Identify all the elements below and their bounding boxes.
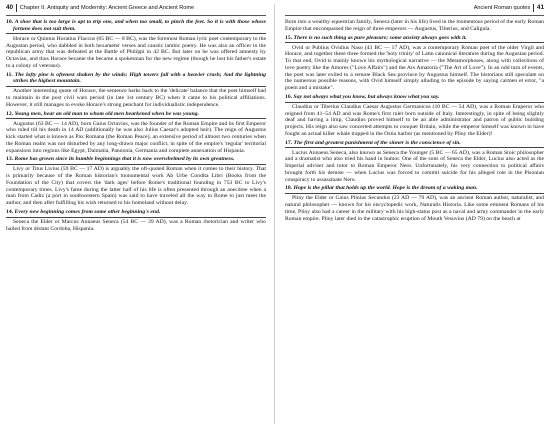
quote-text: Young men, hear an old man to whom old men hearkened when he was young.: [14, 110, 199, 117]
body-paragraph: Born into a wealthy equestrian family, Seneca (later in his life) lived in the momentous period of the early Roman Empire that encompassed the reign of three emperors — Augustus, Tiberius, and Caligula.: [285, 19, 544, 32]
quote-number: 14.: [6, 208, 14, 215]
quote-heading: [285, 185, 544, 194]
quote-number: 18.: [285, 185, 293, 192]
quote-text: There is no such thing as pure pleasure; some anxiety always goes with it.: [293, 34, 467, 41]
body-paragraph: Claudius or Tiberius Claudius Caesar Augustus Germanicus (10 BC — 54 AD), was a Roman Emperor who reigned from 41–54 AD and was Rome's first ruler born outside of Italy. Interestingly, in spite of being slightly deaf and having a limp, Claudius proved himself to be an able administrator and patron of public building projects. His reign also saw concerted attempts to conquer Britain, while the emperor himself was known to have fought an actual killer whale trapped in the Ostia harbor (as mentioned by Pliny the Elder)!: [285, 103, 544, 137]
body-paragraph: Another interesting quote of Horace, the sentence harks back to the 'delicate' balance that the poet himself had to maintain in the post civil wars period (in late 1st century BC) when it came to his political affiliations. However, it still manages to evoke Horace's strong penchant for individualistic independence.: [6, 88, 266, 108]
quote-text: Rome has grown since its humble beginnings that it is now overwhelmed by its own greatness.: [14, 156, 235, 163]
gutter-divider: [274, 4, 275, 424]
quote-heading: [6, 72, 266, 87]
page-number: 41: [536, 4, 544, 11]
quote-heading: [6, 111, 266, 120]
quote-number: 17.: [285, 139, 293, 146]
quote-heading: [6, 209, 266, 218]
quote-text: The first and greatest punishment of the sinner is the conscience of sin.: [293, 139, 461, 146]
quote-heading: [6, 156, 266, 165]
quote-heading: [285, 94, 544, 103]
quote-heading: [6, 19, 266, 34]
quote-number: 12.: [6, 110, 14, 117]
quote-number: 10.: [6, 19, 14, 25]
running-head-right: [285, 2, 544, 16]
body-paragraph: Augustus (63 BC — 14 AD), born Gaius Octavius, was the founder of the Roman Empire and its first Emperor who ruled till his death in 14 AD (additionally he was also Julius Caesar's adopted heir). The reign of Augustus kick started what is known as Pax Romana (the Roman Peace), an extensive period of almost two centuries when the Roman realm was not disturbed by any long-drawn major conflict, in spite of the empire's 'regular' territorial expansions into regions like Egypt, Dalmatia, Pannonia, Germania and complete annexation of Hispania.: [6, 120, 266, 154]
running-head-left: [6, 2, 266, 16]
quote-text: Say not always what you know, but always know what you say.: [293, 93, 440, 100]
left-page: [0, 0, 272, 427]
body-paragraph: Ovid or Publius Ovidius Naso (43 BC — 17 AD), was a contemporary Roman poet of the older Virgil and Horace, and together these three formed the 'holy trinity' of Latin canonical literature during the Augustan period. To that end, Ovid is mainly known his mythological narrative — the Metamorphoses, along with collections of love poetry like the Amores ("Love Affairs") and the Ars Amatoria ("The Art of Love"). In an odd turn of events, the poet was later exiled to a remote Black Sea province by Augustus himself. The historians still speculate on the numerous possible reasons, with Ovid himself simply alluding to the episode by saying carmen et error, "a poem and a mistake".: [285, 44, 544, 91]
chapter-title: Chapter II. Antiquity and Modernity: Ancient Greece and Ancient Rome: [19, 5, 195, 11]
body-paragraph: Livy or Titus Livius (59 BC — 17 AD) is arguably the oft-quoted Roman when it comes to their history. That is primarily because of the Roman historian's monumental work Ab Urbe Condita Libri (Books from the Foundation of the City) that covers the 'dark ages' before Rome's traditional founding in 753 BC to Livy's contemporary times. Livy's fame during the latter half of his life is often presented through an anecdote when a man from Cadiz (a port in southwestern Spain) was said to have traveled all the way to Rome to just meet the author, and then after fulfilling his wish returned to his homeland without delay.: [6, 166, 266, 206]
page-number: 40: [6, 4, 14, 11]
quote-heading: [285, 35, 544, 44]
quote-text: Every new beginning comes from some other beginning's end.: [14, 208, 161, 215]
body-paragraph: Seneca the Elder or Marcus Annaeus Seneca (54 BC — 39 AD), was a Roman rhetorician and writer who hailed from distant Cordoba, Hispania.: [6, 218, 266, 232]
right-page: [279, 0, 550, 427]
left-page-body: [6, 19, 266, 232]
body-paragraph: Horace or Quintus Horatius Flaccus (65 BC — 8 BC), was the foremost Roman lyric poet contemporary to the Augustan period, who dabbled in both hexameter verses and caustic iambic poetry. He was also an officer in the republican army that was defeated at the Battle of Philippi in 42 BC. But later on he was offered amnesty by Octavian, and thus Horace became the became a spokesman for the new regime (though he lost his father's estate to a colony of veterans).: [6, 35, 266, 69]
quote-text: A shoe that is too large is apt to trip one, and when too small, to pinch the feet. So it is with those whose fortune does not suit them.: [13, 19, 266, 32]
quote-heading: [285, 140, 544, 149]
quote-number: 15.: [285, 34, 293, 41]
quote-number: 16.: [285, 93, 293, 100]
quote-text: The lofty pine is oftenest shaken by the winds; High towers fall with a heavier crash; And the lightning strikes the highest mountain.: [13, 71, 266, 85]
section-title: Ancient Roman quotes: [473, 5, 531, 11]
quote-number: 11.: [6, 71, 13, 78]
right-page-body: [285, 19, 544, 222]
quote-text: Hope is the pillar that holds up the world. Hope is the dream of a waking man.: [293, 185, 478, 192]
body-paragraph: Pliny the Elder or Gaius Plinius Secundus (23 AD — 79 AD), was an ancient Roman author, naturalist, and natural philosopher — known for his encyclopedic work, Naturalis Historia. Like some eminent Romans of his time, Pliny also had a career in the military with his high-status post as a naval and army commander in the early Roman empire. Pliny later died in the catastrophic eruption of Mouth Vesuvius (AD 79) on the beach at: [285, 195, 544, 222]
body-paragraph: Lucius Annaeus Seneca, also known as Seneca the Younger (5 BC — 65 AD), was a Roman Stoic philosopher and a dramatist who also tried his hand in humor. One of the sons of Seneca the Elder, Lucius also acted as the Imperial adviser and tutor to Roman Emperor Nero. Unfortunately, his very connection to political affairs brought forth his demise — when Lucius was forced to commit suicide for his alleged role in the Pisonian conspiracy to assassinate Nero.: [285, 149, 544, 183]
quote-number: 13.: [6, 156, 14, 163]
